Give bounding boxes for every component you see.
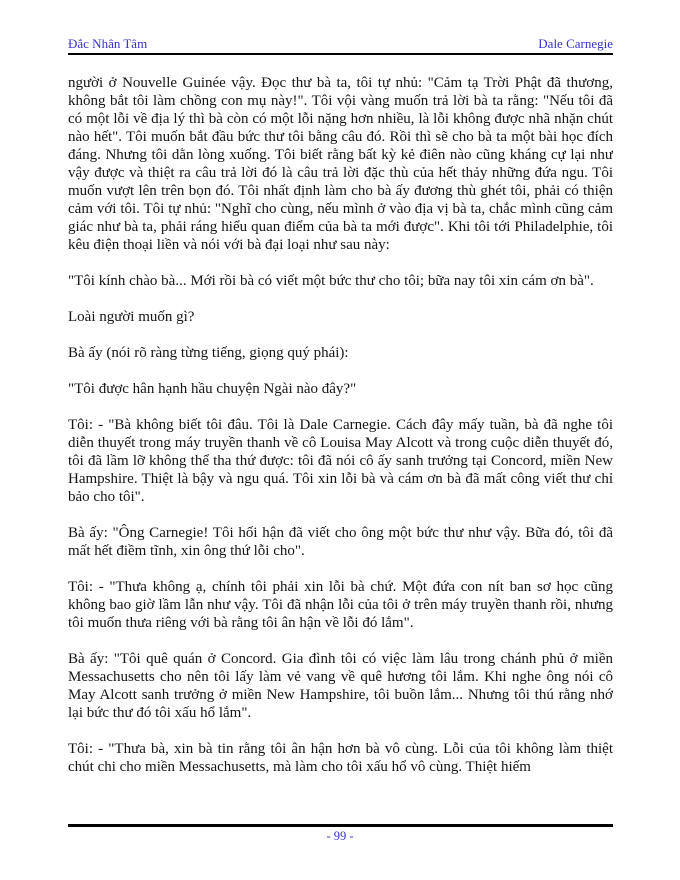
paragraph: Tôi: - "Thưa bà, xin bà tin rằng tôi ân hận hơn bà vô cùng. Lỗi của tôi không làm thiệt chút chi cho miền Messachusetts, mà làm cho tôi xấu hổ vô cùng. Thiệt hiếm [68, 741, 613, 775]
header-rule [68, 53, 613, 55]
page-header [68, 36, 613, 52]
paragraph: Bà ấy (nói rõ ràng từng tiếng, giọng quý phái): [68, 345, 349, 361]
paragraph: Tôi: - "Bà không biết tôi đâu. Tôi là Dale Carnegie. Cách đây mấy tuần, bà đã nghe tôi diễn thuyết trong máy truyền thanh về cô Louisa May Alcott và trong cuộc diễn thuyết đó, tôi đã lầm lỡ không thể tha thứ được: tôi đã nói cô ấy sanh trưởng tại Concord, miền New Hampshire. Thiệt là bậy và ngu quá. Tôi xin lỗi bà và cám ơn bà đã mất công viết thư chỉ bảo cho tôi". [68, 417, 613, 505]
author-name: Dale Carnegie [538, 36, 613, 51]
paragraph: Tôi: - "Thưa không ạ, chính tôi phải xin lỗi bà chứ. Một đứa con nít ban sơ học cũng không bao giờ lầm lẫn như vậy. Tôi đã nhận lỗi của tôi ở trên máy truyền thanh rồi, nhưng tôi muốn thưa riêng với bà rằng tôi ân hận về lỗi đó lắm". [68, 579, 613, 631]
paragraph: người ở Nouvelle Guinée vậy. Đọc thư bà ta, tôi tự nhủ: "Cảm tạ Trời Phật đã thương, không bắt tôi làm chồng con mụ này!". Tôi vội vàng muốn trả lời bà ta rằng: "Nếu tôi đã có một lỗi về địa lý thì bà còn có một lỗi nặng hơn nhiều, là lỗi không được nhã nhặn chút nào hết". Tôi muốn bắt đầu bức thư tôi bằng câu đó. Rồi thì sẽ cho bà ta một bài học đích đáng. Nhưng tôi dằn lòng xuống. Tôi biết rằng bất kỳ kẻ điên nào cũng kháng cự lại như vậy được và thiệt ra câu trả lời đó là câu trả lời đặc thù của hết thảy những đứa ngu. Tôi muốn vượt lên trên bọn đó. Tôi nhất định làm cho bà ấy đương thù ghét tôi, phải có thiện cảm với tôi. Tôi tự nhủ: "Nghĩ cho cùng, nếu mình ở vào địa vị bà ta, chắc mình cũng cảm giác như bà ta, phải ráng hiểu quan điểm của bà ta mới được". Khi tôi tới Philadelphie, tôi kêu điện thoại liền và nói với bà đại loại như sau này: [68, 75, 613, 253]
paragraph: Loài người muốn gì? [68, 309, 195, 325]
book-title: Đắc Nhân Tâm [68, 36, 148, 51]
paragraph: "Tôi được hân hạnh hầu chuyện Ngài nào đây?" [68, 381, 357, 397]
paragraph: Bà ấy: "Tôi quê quán ở Concord. Gia đình tôi có việc làm lâu trong chánh phủ ở miền Messachusetts cho nên tôi lấy làm vẻ vang về quê hương tôi lắm. Khi nghe ông nói cô May Alcott sanh trưởng ở miền New Hampshire, tôi buồn lắm... Nhưng tôi thú rằng nhớ lại bức thư đó tôi xấu hổ lắm". [68, 651, 613, 721]
paragraph: "Tôi kính chào bà... Mới rồi bà có viết một bức thư cho tôi; bữa nay tôi xin cám ơn bà". [68, 273, 594, 289]
footer-rule [68, 824, 613, 827]
body-text [68, 74, 613, 822]
page-number: - 99 - [326, 829, 354, 843]
paragraph: Bà ấy: "Ông Carnegie! Tôi hối hận đã viết cho ông một bức thư như vậy. Bữa đó, tôi đã mất hết điềm tĩnh, xin ông thứ lỗi cho". [68, 525, 613, 559]
